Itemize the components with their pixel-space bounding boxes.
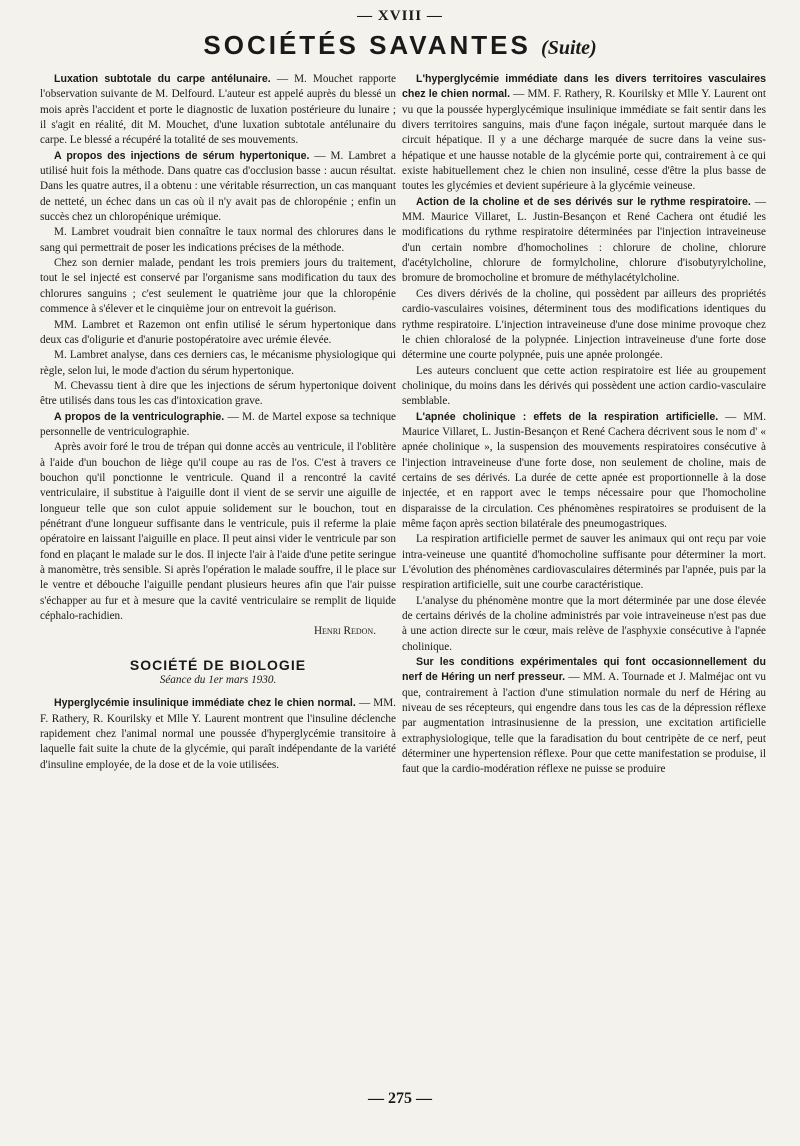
article-body: — M. Mouchet rapporte l'observation suivante de M. Delfourd. L'auteur est appelé auprès du blessé un mois après l'accident et porte le diagnostic de luxation postérieure du lunaire ; il s'agit en réalité, dit M. Mouchet, d'une luxation subtotale antélunaire du carpe. Le blessé a récupéré la totalité de ses mouvements. [40,73,396,147]
article-paragraph [40,696,396,773]
article-heading: Action de la choline et de ses dérivés sur le rythme respiratoire. [416,195,751,208]
article-paragraph [40,72,396,149]
article-paragraph [40,410,396,441]
paragraph: M. Lambret voudrait bien connaître le taux normal des chlorures dans le sang qui permettrait de poser les indications précises de la méthode. [40,226,396,254]
paragraph: La respiration artificielle permet de sauver les animaux qui ont reçu par voie intra-veineuse une quantité d'homocholine suffisante pour déterminer la mort. L'évolution des phénomènes cardiovasculaires déterminés par l'apnée, puis par la respiration artificielle, suit une courbe caractéristique. [402,533,766,592]
article-heading: Luxation subtotale du carpe antélunaire. [54,73,271,85]
article-paragraph [402,195,766,287]
article-body: — MM. F. Rathery, R. Kourilsky et Mlle Y. Laurent montrent que l'insuline déclenche rapidement chez l'animal normal une poussée d'hyperglycémie transitoire à laquelle fait suite la chute de la glycémie, qui paraît indépendante de la variété d'insuline employée, de la dose et de la voie utilisées. [40,697,396,771]
article-heading: Sur les conditions expérimentales qui font occasionnellement du nerf de Héring un nerf presseur. [402,656,766,684]
paragraph: Après avoir foré le trou de trépan qui donne accès au ventricule, il l'oblitère à l'aide d'un bouchon de liège qu'il coupe au ras de l'os. C'est à travers ce bouchon qu'il ponctionne le ventricule. Quand il a rencontré la cavité ventriculaire, il substitue à l'aiguille dont il vient de se servir une aiguille de longueur telle que son culot appuie solidement sur le bouchon, tout en pénétrant d'une longueur suffisante dans le ventricule, puis il referme la plaie opératoire en laissant l'aiguille en place. Il peut ainsi vider le ventricule par son fond en plaçant le malade sur le dos. Il injecte l'air à l'aide d'une petite seringue à manomètre, très sensible. Si après l'opération le malade souffre, il le place sur le ventre et débouche l'aiguille pendant plusieurs heures afin que l'air puisse s'échapper au fur et à mesure que la cavité ventriculaire se remplit de liquide céphalo-rachidien. [40,441,396,623]
article-heading: L'hyperglycémie immédiate dans les divers territoires vasculaires chez le chien normal. [402,73,766,101]
article-heading: A propos de la ventriculographie. [54,410,225,423]
paragraph: Ces divers dérivés de la choline, qui possèdent par ailleurs des propriétés cardio-vasculaires voisines, déterminent tous des modifications identiques du rythme respiratoire. L'injection intraveineuse d'une dose minime provoque chez le chien chloralosé de la polypnée. Linjection intraveineuse d'une forte dose détermine une courte polypnée, puis une apnée prolongée. [402,287,766,362]
article-body: — MM. A. Tournade et J. Malméjac ont vu que, contrairement à l'action d'une stimulation normale du nerf de Héring au niveau de ses récepteurs, qui engendre dans tous les cas de la dépression réflexe par augmentation intrasinusienne de la pression, une excitation artificielle extraphysiologique, telle que la faradisation du bout centripète de ce nerf, peut déterminer une hypertension réflexe. Pour que cette manifestation se produise, il faut que la cardio-modération réflexe ne puisse se produire [402,671,766,776]
title-suite: (Suite) [541,37,597,59]
article-paragraph [402,410,766,533]
article-heading: L'apnée cholinique : effets de la respiration artificielle. [416,410,719,423]
section-title: SOCIÉTÉ DE BIOLOGIE [129,656,307,673]
page-number: — 275 — [368,1090,432,1107]
article-body: — M. Lambret a utilisé huit fois la méthode. Dans quatre cas d'occlusion basse : aucun résultat. Dans les quatre autres, il a obtenu : une véritable résurrection, un cas manquant de netteté, un échec dans un cas où il n'y avait pas de chloropénie ; enfin un succès chez un chloropénique urémique. [40,149,396,224]
article-body: — MM. Maurice Villaret, L. Justin-Besançon et René Cachera décrivent sous le nom d' « apnée cholinique », la suspension des mouvements respiratoires consécutive à l'injection intraveineuse d'une forte dose, non seulement de choline, mais de certains de ses dérivés. La durée de cette apnée est proportionnelle à la dose injectée, et en rapport avec le temps nécessaire pour que l'homocholine disparaisse de la circulation. Ces phénomènes respiratoires se produisent de la même façon après section bilatérale des pneumogastriques. [402,410,766,530]
article-body: — MM. F. Rathery, R. Kourilsky et Mlle Y. Laurent ont vu que la poussée hyperglycémique insulinique immédiate se fait sentir dans les divers territoires sanguins, mais d'une façon inégale, surtout marquée dans le circuit hépatique. Il y a une décharge marquée de sucre dans la veine sus-hépatique et une hausse notable de la glycémie porte qui, contrairement à ce qui existe habituellement chez le chien non insuliné, cesse d'être la plus basse de toutes les glycémies et devient supérieure à la glycémie veineuse. [402,88,767,193]
article-body: — MM. Maurice Villaret, L. Justin-Besançon et René Cachera ont étudié les modifications du rythme respiratoire déterminées par l'injection intraveineuse d'un certain nombre d'homocholines : chlorure de choline, chlorure d'acétylcholine, chlorure de formylcholine, chlorure d'isobutyrylcholine, bromure de bromocholine et bromure de méthylacétylcholine. [402,195,767,285]
session-date: Séance du 1er mars 1930. [159,674,277,687]
page-title [0,30,800,61]
paragraph: Chez son dernier malade, pendant les trois premiers jours du traitement, tout le sel injecté est conservé par l'organisme sans modification du taux des chlorures sanguins ; c'est seulement le quatrième jour que la chloropénie commence à s'élever et le cinquième jour on entrevoit la guérison. [40,257,396,316]
article-body: — M. de Martel expose sa technique personnelle de ventriculographie. [40,410,397,438]
article-heading: A propos des injections de sérum hypertonique. [54,149,310,162]
article-paragraph [40,149,396,226]
paragraph: M. Chevassu tient à dire que les injections de sérum hypertonique doivent être utilisés dans tous les cas d'intoxication grave. [40,379,396,408]
paragraph: MM. Lambret et Razemon ont enfin utilisé le sérum hypertonique dans deux cas d'oligurie et d'anurie postopératoire avec urémie élevée. [40,318,396,346]
paragraph: M. Lambret analyse, dans ces derniers cas, le mécanisme physiologique qui règle, selon lui, le mode d'action du sérum hypertonique. [40,349,396,377]
author-signature: Henri Redon. [313,625,376,638]
left-column [40,72,396,773]
paragraph: Les auteurs concluent que cette action respiratoire est liée au groupement cholinique, du moins dans les dérivés qui possèdent une action cardio-vasculaire semblable. [402,364,766,408]
paragraph: L'analyse du phénomène montre que la mort déterminée par une dose élevée de certains dérivés de la choline administrés par voie intraveineuse n'est pas due à une action directe sur le cœur, mais relève de l'asphyxie consécutive à l'apnée cholinique. [402,594,766,653]
right-column [402,72,766,778]
title-text: SOCIÉTÉS SAVANTES [203,30,531,60]
article-paragraph [402,72,766,195]
roman-page-number: — XVIII — [357,8,443,24]
article-paragraph [402,655,766,778]
article-heading: Hyperglycémie insulinique immédiate chez le chien normal. [54,697,356,710]
